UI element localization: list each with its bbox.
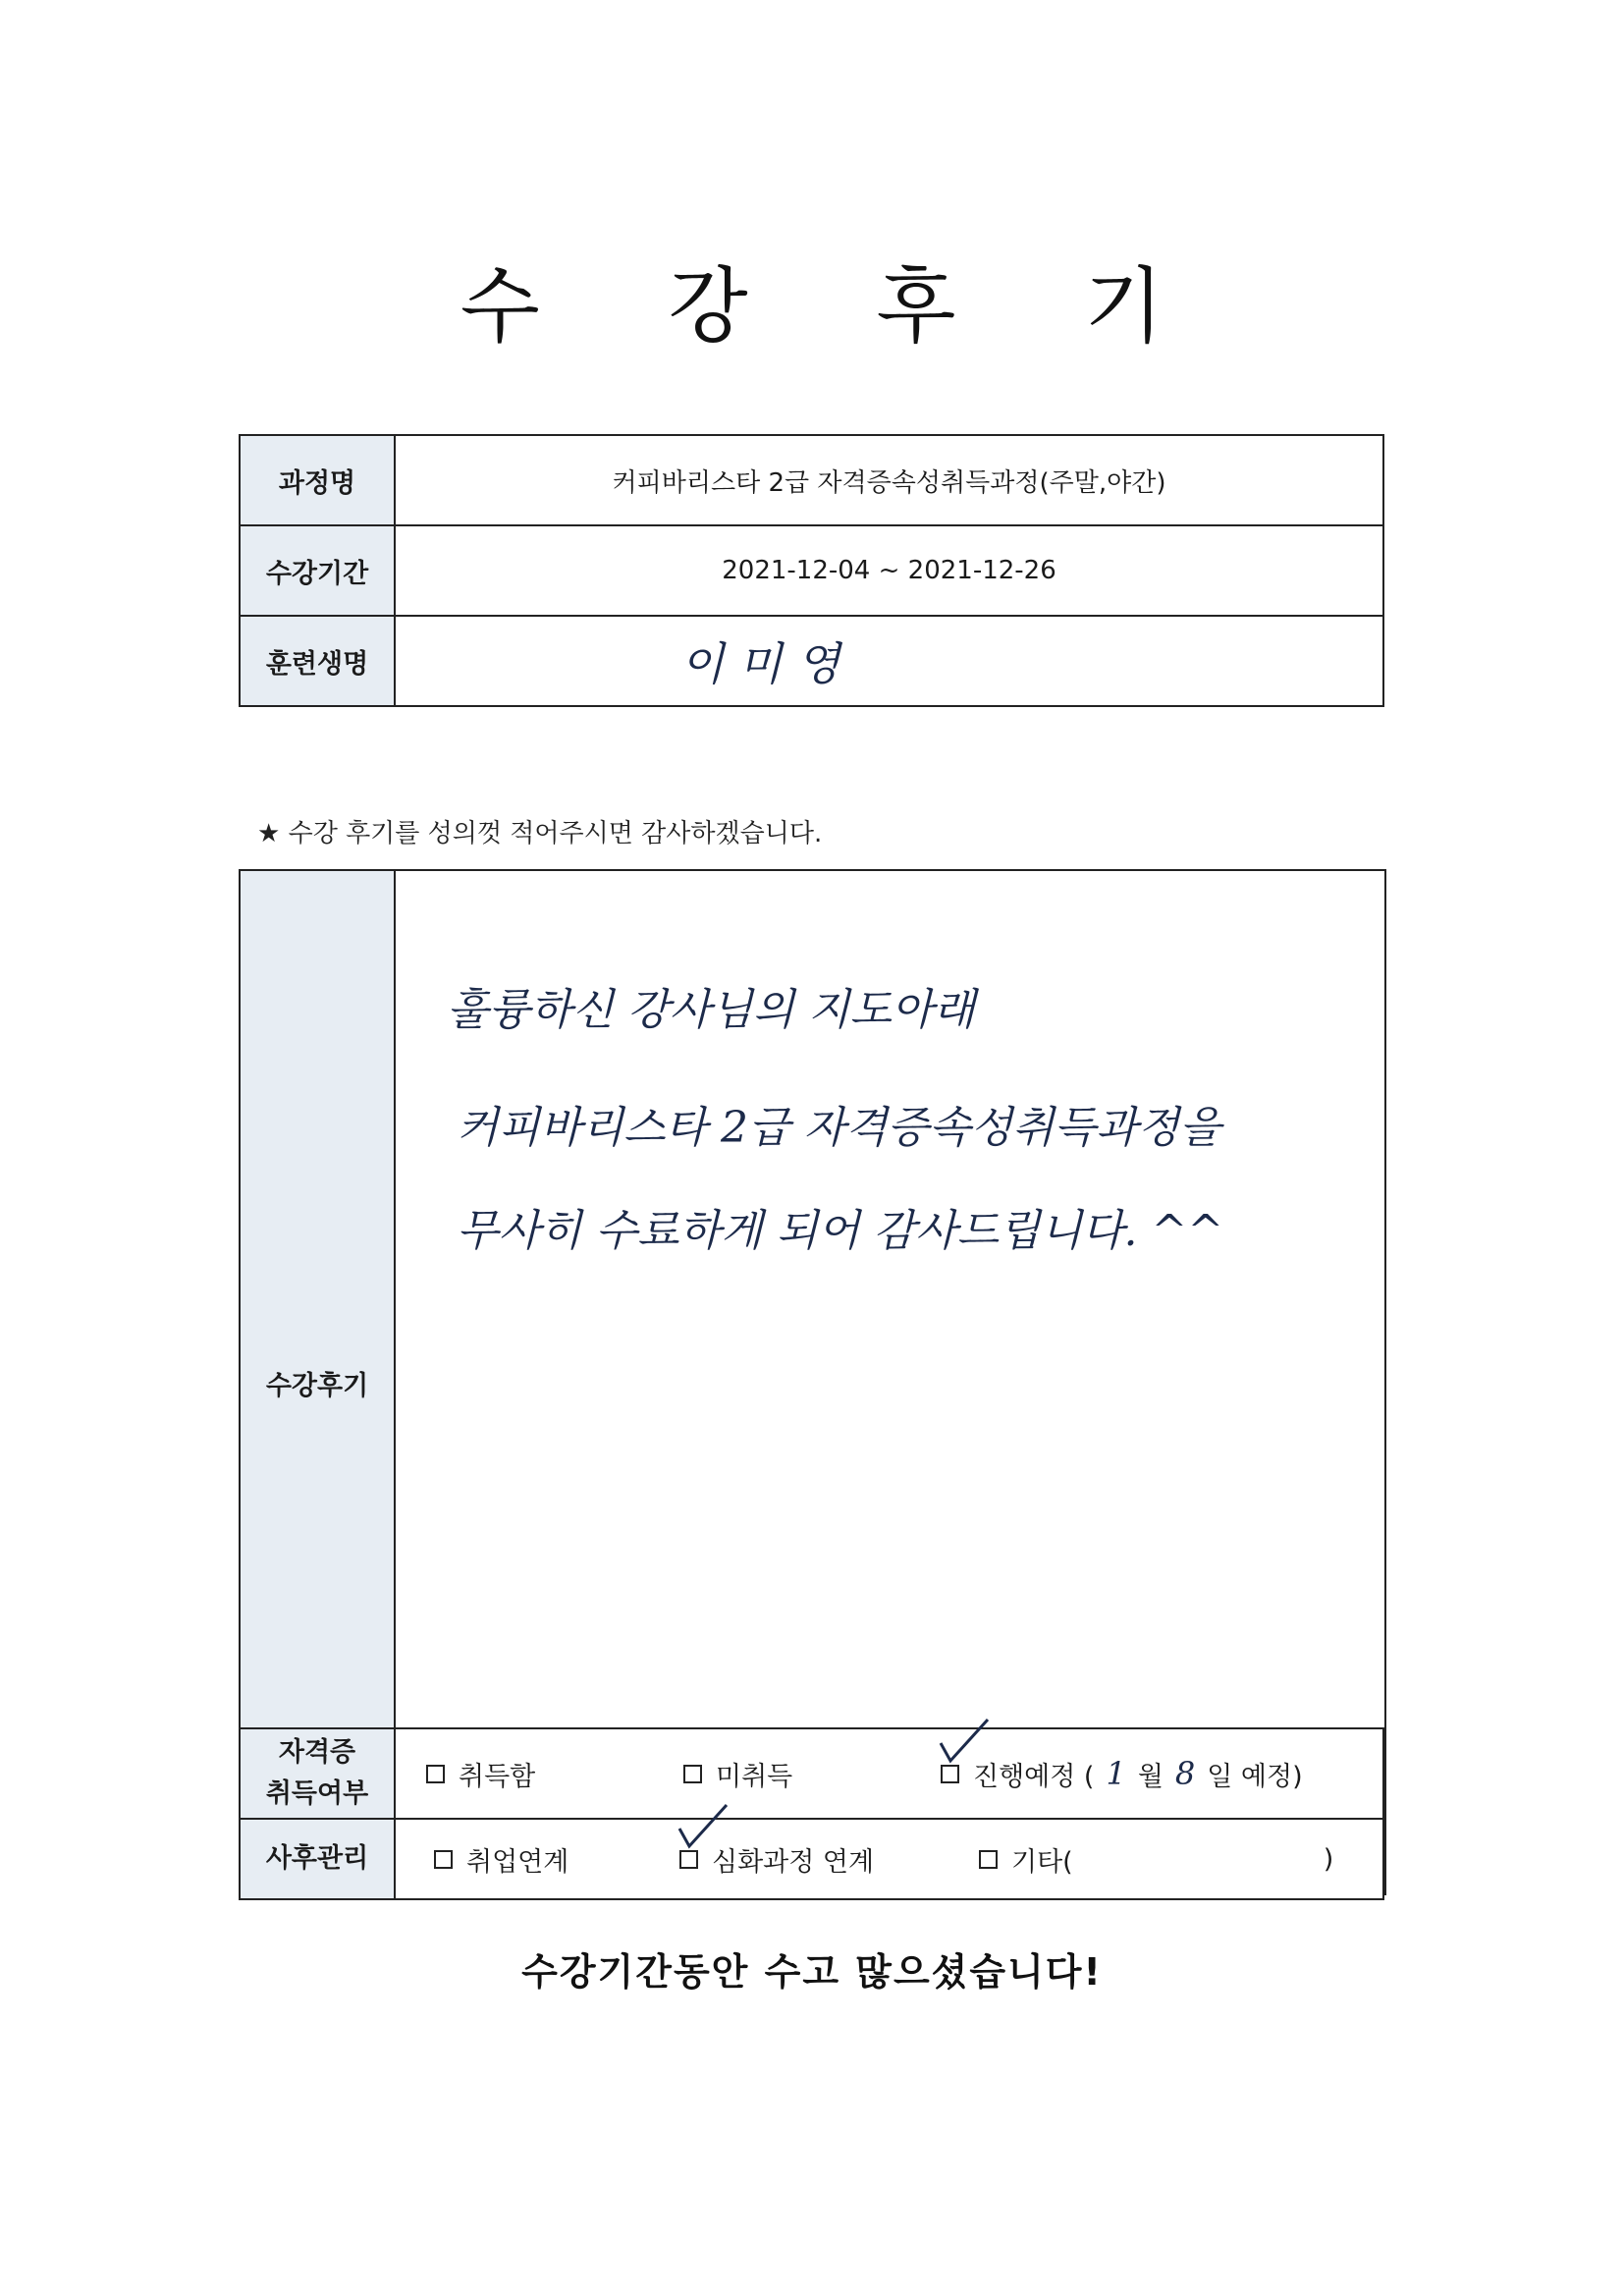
course-row	[240, 435, 1383, 525]
checkbox-other[interactable]	[979, 1850, 998, 1869]
option-obtained[interactable]	[426, 1755, 683, 1793]
instruction-note: ★ 수강 후기를 성의껏 적어주시면 감사하겠습니다.	[257, 819, 823, 848]
status-table	[239, 1727, 1384, 1900]
checkbox-employment[interactable]	[434, 1850, 453, 1869]
aftercare-label: 사후관리	[240, 1819, 395, 1899]
review-line-3: 무사히 수료하게 되어 감사드립니다. ^^	[457, 1206, 1224, 1256]
checkbox-not-obtained[interactable]	[683, 1765, 702, 1783]
month-value: 1	[1106, 1755, 1126, 1792]
option-advanced[interactable]	[679, 1840, 979, 1879]
period-label: 수강기간	[240, 525, 395, 616]
day-value: 8	[1174, 1755, 1196, 1792]
certificate-label-line1: 자격증	[278, 1737, 356, 1768]
option-obtained-label: 취득함	[459, 1761, 536, 1792]
option-other-label: 기타(	[1011, 1846, 1073, 1878]
closing-message: 수강기간동안 수고 많으셨습니다!	[521, 1950, 1103, 1994]
checkbox-in-progress[interactable]	[941, 1765, 959, 1783]
trainee-row	[240, 616, 1383, 706]
option-in-progress-label: 진행예정 (	[973, 1761, 1095, 1792]
aftercare-options	[395, 1819, 1383, 1899]
certificate-label	[240, 1728, 395, 1819]
option-not-obtained[interactable]	[683, 1755, 941, 1793]
course-label: 과정명	[240, 435, 395, 525]
certificate-options	[395, 1728, 1383, 1819]
option-employment-label: 취업연계	[466, 1846, 569, 1878]
checkbox-advanced[interactable]	[679, 1850, 698, 1869]
review-label: 수강후기	[241, 871, 396, 1895]
option-not-obtained-label: 미취득	[716, 1761, 793, 1792]
period-row	[240, 525, 1383, 616]
trainee-label: 훈련생명	[240, 616, 395, 706]
option-advanced-label: 심화과정 연계	[712, 1846, 875, 1878]
checkbox-obtained[interactable]	[426, 1765, 445, 1783]
day-label: 일 예정)	[1207, 1761, 1303, 1792]
document-title: 수 강 후 기	[460, 258, 1216, 355]
aftercare-row	[240, 1819, 1383, 1899]
option-other[interactable]	[979, 1840, 1333, 1879]
trainee-name-handwritten: 이 미 영	[680, 637, 840, 690]
option-employment[interactable]	[434, 1840, 679, 1879]
course-info-table	[239, 434, 1384, 707]
certificate-row	[240, 1728, 1383, 1819]
month-label: 월	[1137, 1761, 1164, 1792]
review-line-2: 커피바리스타 2급 자격증속성취득과정을	[457, 1103, 1221, 1153]
certificate-label-line2: 취득여부	[265, 1778, 369, 1809]
option-in-progress[interactable]	[941, 1755, 1303, 1793]
option-other-close: )	[1323, 1843, 1334, 1875]
trainee-value-cell	[395, 616, 1383, 706]
course-value: 커피바리스타 2급 자격증속성취득과정(주말,야간)	[395, 435, 1383, 525]
period-value: 2021-12-04 ~ 2021-12-26	[395, 525, 1383, 616]
review-line-1: 훌륭하신 강사님의 지도아래	[447, 985, 976, 1035]
